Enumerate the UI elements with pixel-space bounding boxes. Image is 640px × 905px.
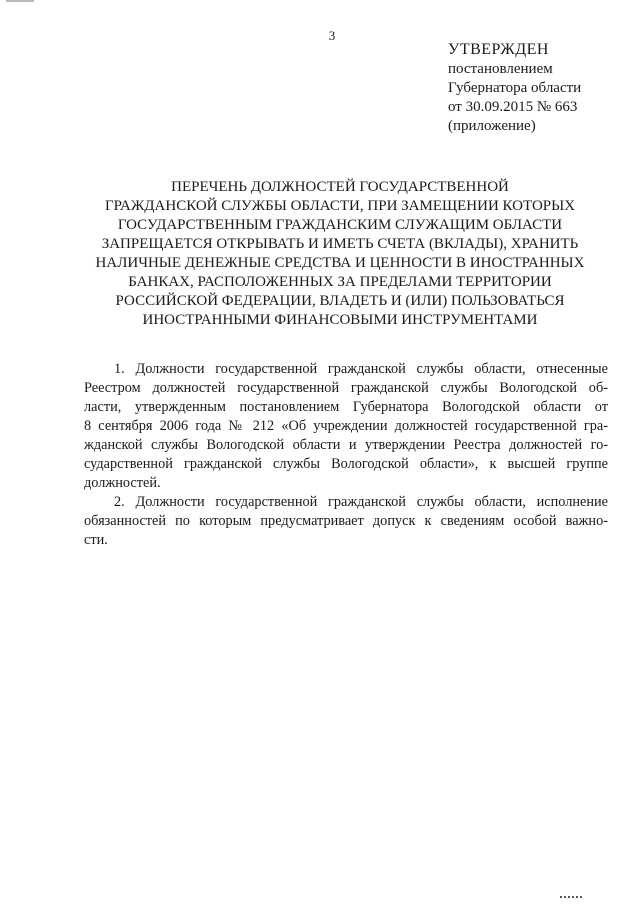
approval-stamp-block bbox=[448, 40, 581, 136]
title-line: БАНКАХ, РАСПОЛОЖЕННЫХ ЗА ПРЕДЕЛАМИ ТЕРРИТОРИИ bbox=[128, 274, 552, 290]
paragraph-line: жданской службы Вологодской области и утверждении Реестра должностей го- bbox=[84, 437, 608, 453]
approval-line: от 30.09.2015 № 663 bbox=[448, 99, 578, 115]
scan-artifact bbox=[6, 0, 34, 2]
approval-heading: УТВЕРЖДЕН bbox=[448, 41, 549, 58]
title-line: РОССИЙСКОЙ ФЕДЕРАЦИИ, ВЛАДЕТЬ И (ИЛИ) ПОЛЬЗОВАТЬСЯ bbox=[115, 293, 565, 309]
paragraph-line: сударственной гражданской службы Вологодской области», к высшей группе bbox=[84, 456, 608, 472]
paragraph-1 bbox=[84, 360, 608, 493]
paragraph-line: ласти, утвержденным постановлением Губернатора Вологодской области от bbox=[84, 399, 608, 415]
title-line: ИНОСТРАННЫМИ ФИНАНСОВЫМИ ИНСТРУМЕНТАМИ bbox=[142, 312, 538, 328]
title-line: ГОСУДАРСТВЕННЫМ ГРАЖДАНСКИМ СЛУЖАЩИМ ОБЛАСТИ bbox=[117, 217, 563, 233]
paragraph-2 bbox=[84, 493, 608, 550]
approval-line: постановлением bbox=[448, 61, 553, 77]
scan-mark bbox=[560, 896, 582, 898]
paragraph-line: должностей. bbox=[84, 475, 161, 491]
paragraph-line: Реестром должностей государственной гражданской службы Вологодской об- bbox=[84, 380, 608, 396]
title-line: ПЕРЕЧЕНЬ ДОЛЖНОСТЕЙ ГОСУДАРСТВЕННОЙ bbox=[171, 179, 509, 195]
approval-line: Губернатора области bbox=[448, 80, 582, 96]
title-line: НАЛИЧНЫЕ ДЕНЕЖНЫЕ СРЕДСТВА И ЦЕННОСТИ В ИНОСТРАННЫХ bbox=[95, 255, 585, 271]
paragraph-line: сти. bbox=[84, 532, 108, 548]
document-body bbox=[84, 360, 608, 550]
page-number: 3 bbox=[328, 28, 336, 43]
paragraph-line: 1. Должности государственной гражданской службы области, отнесенные bbox=[114, 361, 608, 377]
paragraph-line: обязанностей по которым предусматривает допуск к сведениям особой важно- bbox=[84, 513, 608, 529]
title-line: ГРАЖДАНСКОЙ СЛУЖБЫ ОБЛАСТИ, ПРИ ЗАМЕЩЕНИИ КОТОРЫХ bbox=[104, 198, 576, 214]
paragraph-line: 2. Должности государственной гражданской службы области, исполнение bbox=[114, 494, 608, 510]
approval-line: (приложение) bbox=[448, 118, 536, 134]
paragraph-line: 8 сентября 2006 года № 212 «Об учреждении должностей государственной гра- bbox=[84, 418, 608, 434]
document-title bbox=[60, 178, 620, 330]
title-line: ЗАПРЕЩАЕТСЯ ОТКРЫВАТЬ И ИМЕТЬ СЧЕТА (ВКЛАДЫ), ХРАНИТЬ bbox=[101, 236, 579, 252]
